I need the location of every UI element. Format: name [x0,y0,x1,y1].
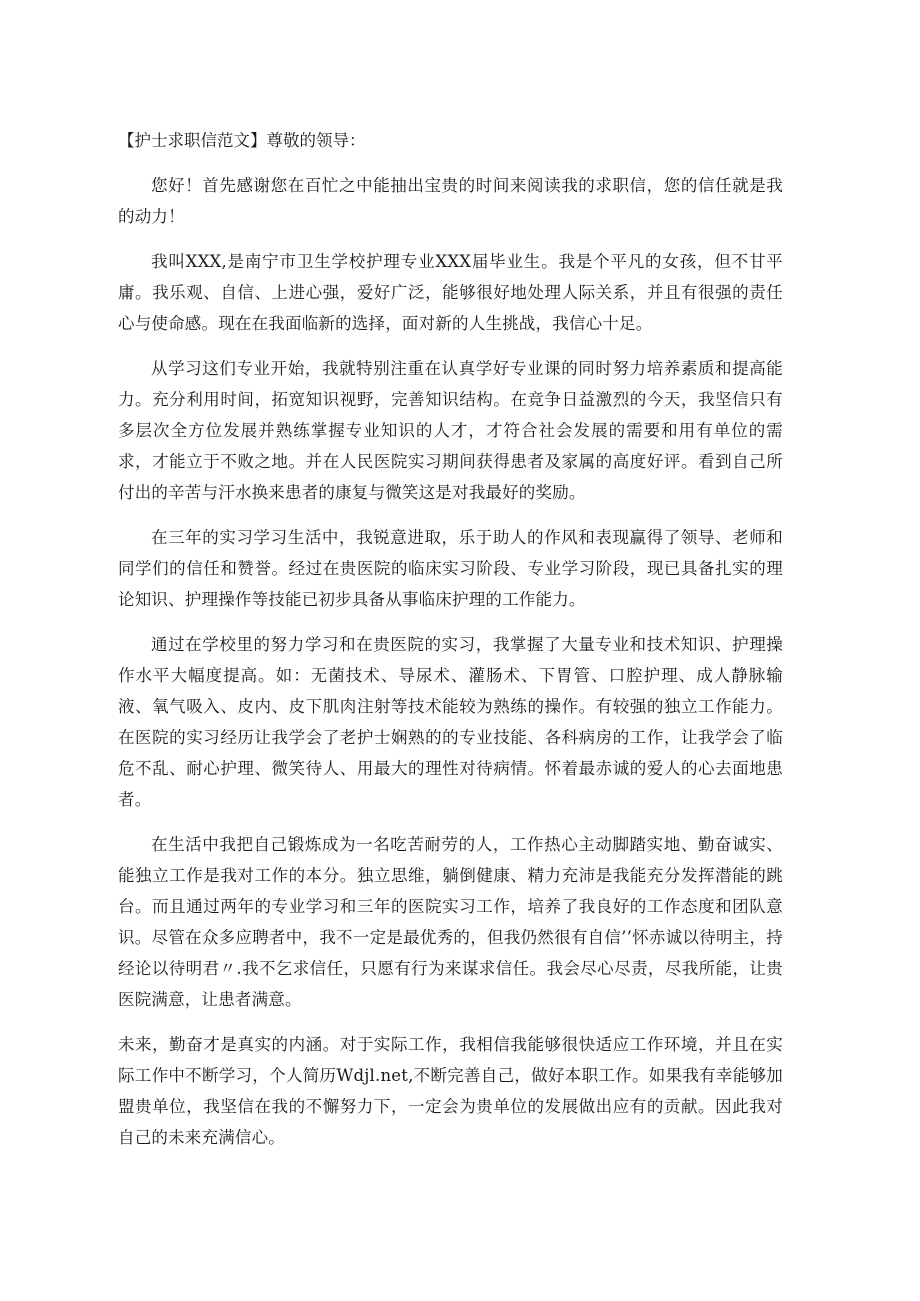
paragraph-skills: 通过在学校里的努力学习和在贵医院的实习，我掌握了大量专业和技术知识、护理操作水平大幅度提高。如：无菌技术、导尿术、灌肠术、下胃管、口腔护理、成人静脉输液、氧气吸入、皮内、皮下肌肉注射等技术能较为熟练的操作。有较强的独立工作能力。在医院的实习经历让我学会了老护士娴熟的的专业技能、各科病房的工作，让我学会了临危不乱、耐心护理、微笑待人、用最大的理性对待病情。怀着最赤诚的爱人的心去面地患者。 [118,635,783,809]
paragraph-study: 从学习这们专业开始，我就特别注重在认真学好专业课的同时努力培养素质和提高能力。充分利用时间，拓宽知识视野，完善知识结构。在竞争日益激烈的今天，我坚信只有多层次全方位发展并熟练掌握专业知识的人才，才符合社会发展的需要和用有单位的需求，才能立于不败之地。并在人民医院实习期间获得患者及家属的高度好评。看到自己所付出的辛苦与汗水换来患者的康复与微笑这是对我最好的奖励。 [118,359,783,502]
paragraph-character: 在生活中我把自己锻炼成为一名吃苦耐劳的人，工作热心主动脚踏实地、勤奋诚实、能独立工作是我对工作的本分。独立思维，躺倒健康、精力充沛是我能充分发挥潜能的跳台。而且通过两年的专业学习和三年的医院实习工作，培养了我良好的工作态度和团队意识。尽管在众多应聘者中，我不一定是最优秀的，但我仍然很有自信’’怀赤诚以待明主，持经论以待明君〃.我不乞求信任，只愿有行为来谋求信任。我会尽心尽责，尽我所能，让贵医院满意，让患者满意。 [118,835,783,1009]
letter-heading: 【护士求职信范文】尊敬的领导： [118,131,366,150]
paragraph-internship: 在三年的实习学习生活中，我锐意进取，乐于助人的作风和表现赢得了领导、老师和同学们的信任和赞誉。经过在贵医院的临床实习阶段、专业学习阶段，现已具备扎实的理论知识、护理操作等技能已初步具备从事临床护理的工作能力。 [118,528,783,609]
paragraph-future: 未来，勤奋才是真实的内涵。对于实际工作，我相信我能够很快适应工作环境，并且在实际工作中不断学习，个人简历Wdjl.net,不断完善自己，做好本职工作。如果我有幸能够加盟贵单位，我坚信在我的不懈努力下，一定会为贵单位的发展做出应有的贡献。因此我对自己的未来充满信心。 [118,1035,783,1147]
paragraph-greeting: 您好！首先感谢您在百忙之中能抽出宝贵的时间来阅读我的求职信，您的信任就是我的动力！ [118,176,783,226]
letter-body [118,126,783,1167]
paragraph-introduction: 我叫XXX,是南宁市卫生学校护理专业XXX届毕业生。我是个平凡的女孩，但不甘平庸。我乐观、自信、上进心强，爱好广泛，能够很好地处理人际关系，并且有很强的责任心与使命感。现在在我面临新的选择，面对新的人生挑战，我信心十足。 [118,252,783,333]
